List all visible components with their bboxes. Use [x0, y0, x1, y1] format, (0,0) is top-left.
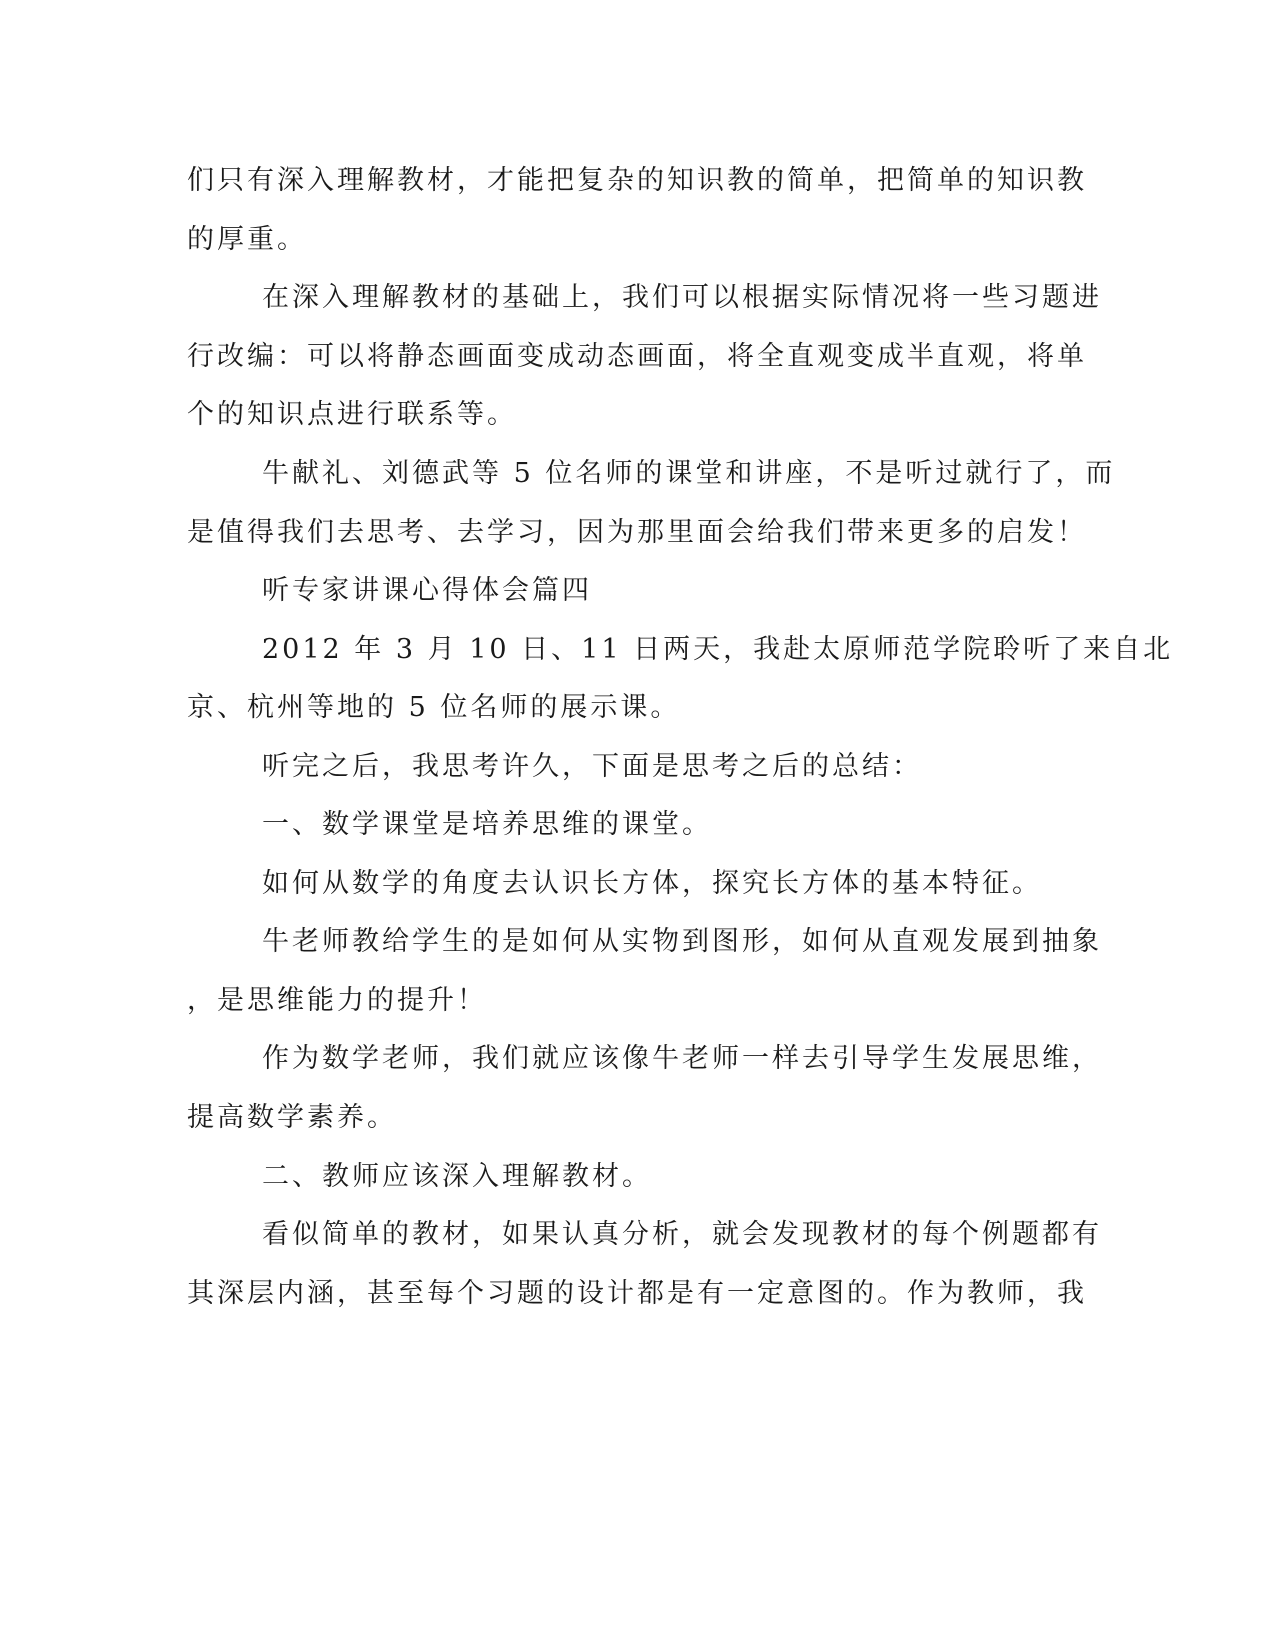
- subheading: 一、数学课堂是培养思维的课堂。: [262, 809, 712, 840]
- paragraph-line: 其深层内涵，甚至每个习题的设计都是有一定意图的。作为教师，我: [187, 1278, 1087, 1309]
- paragraph-line: 牛老师教给学生的是如何从实物到图形，如何从直观发展到抽象: [262, 926, 1102, 957]
- paragraph-line: 牛献礼、刘德武等 5 位名师的课堂和讲座，不是听过就行了，而: [262, 458, 1116, 489]
- paragraph-line: 京、杭州等地的 5 位名师的展示课。: [187, 692, 681, 723]
- subheading: 二、教师应该深入理解教材。: [262, 1161, 652, 1192]
- paragraph-line: 行改编：可以将静态画面变成动态画面，将全直观变成半直观，将单: [187, 341, 1087, 372]
- paragraph-line: 2012 年 3 月 10 日、11 日两天，我赴太原师范学院聆听了来自北: [262, 634, 1174, 665]
- paragraph-line: 个的知识点进行联系等。: [187, 399, 517, 430]
- paragraph-line: 看似简单的教材，如果认真分析，就会发现教材的每个例题都有: [262, 1219, 1102, 1250]
- paragraph-line: 们只有深入理解教材，才能把复杂的知识教的简单，把简单的知识教: [187, 165, 1087, 196]
- paragraph-line: 的厚重。: [187, 224, 307, 255]
- paragraph-line: ，是思维能力的提升！: [187, 985, 487, 1016]
- paragraph-line: 如何从数学的角度去认识长方体，探究长方体的基本特征。: [262, 868, 1042, 899]
- section-heading: 听专家讲课心得体会篇四: [262, 575, 592, 606]
- paragraph-line: 提高数学素养。: [187, 1102, 397, 1133]
- paragraph-line: 是值得我们去思考、去学习，因为那里面会给我们带来更多的启发！: [187, 517, 1087, 548]
- paragraph-line: 作为数学老师，我们就应该像牛老师一样去引导学生发展思维，: [262, 1043, 1102, 1074]
- paragraph-line: 在深入理解教材的基础上，我们可以根据实际情况将一些习题进: [262, 282, 1102, 313]
- paragraph-line: 听完之后，我思考许久，下面是思考之后的总结：: [262, 751, 922, 782]
